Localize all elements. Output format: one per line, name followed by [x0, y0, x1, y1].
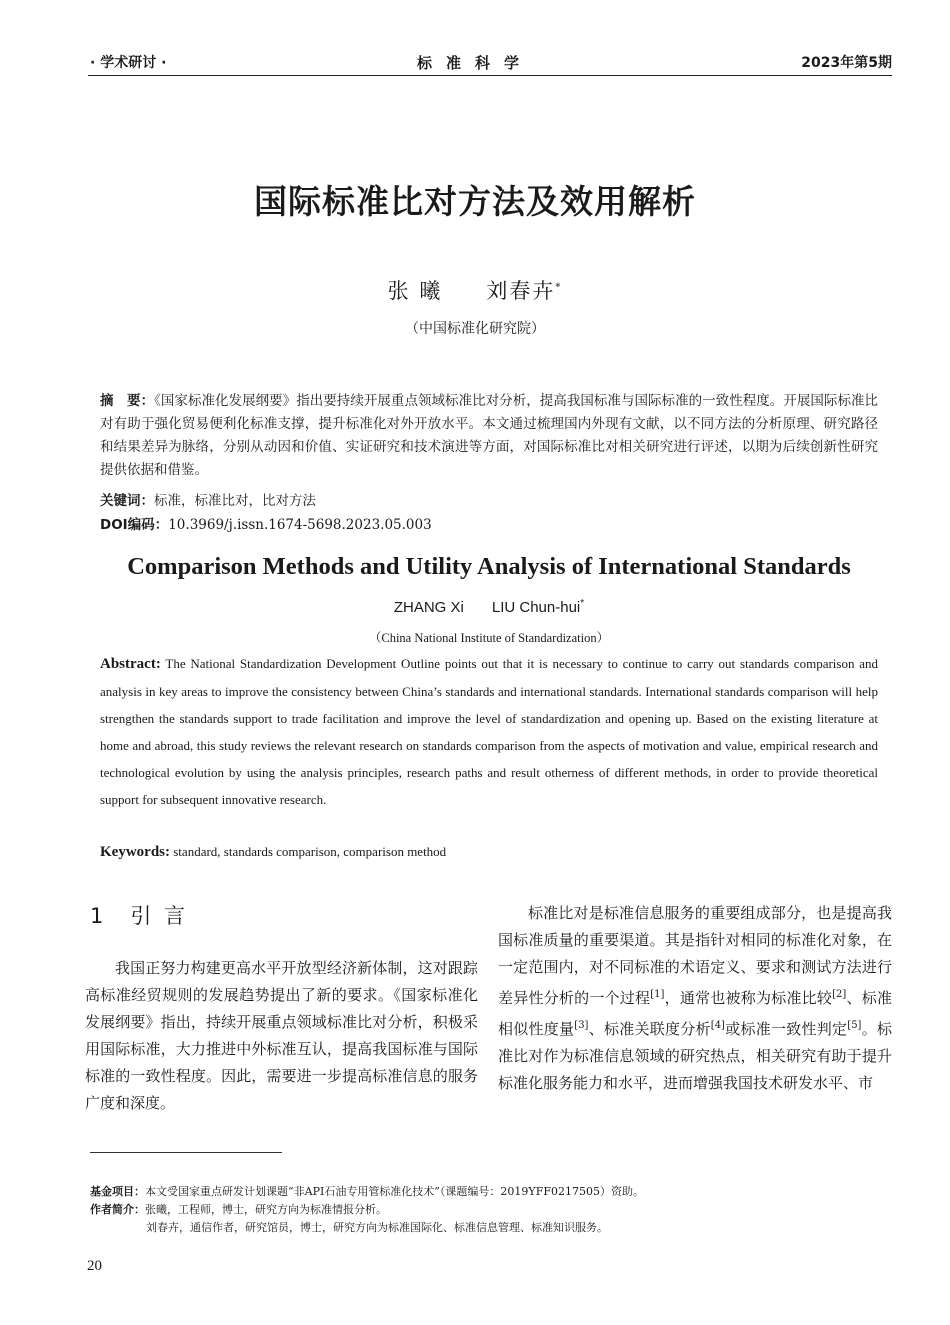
keywords-en [100, 838, 878, 866]
section-heading-intro: 1 引 言 [90, 904, 189, 928]
footnotes [90, 1183, 890, 1237]
author-en-2-name: LIU Chun-hui [491, 599, 581, 616]
doi-label: DOI编码： [100, 517, 169, 533]
header-issue: 2023年第5期 [801, 55, 892, 71]
intro-paragraph-1: 我国正努力构建更高水平开放型经济新体制，这对跟踪高标准经贸规则的发展趋势提出了新的要求。《国家标准化发展纲要》指出，持续开展重点领域标准比对分析，积极采用国际标准，大力推进中外标准互认，提高我国标准与国际标准的一致性程度。因此，需要进一步提高标准信息的服务广度和深度。 [85, 959, 478, 1112]
para-part: 、标准关联度分析 [588, 1020, 711, 1038]
page-number: 20 [87, 1258, 102, 1274]
abstract-zh-text: 《国家标准化发展纲要》指出要持续开展重点领域标准比对分析，提高我国标准与国际标准的一致性程度。开展国际标准比对有助于强化贸易便利化标准支撑，提升标准化对外开放水平。本文通过梳理国内外现有文献，以不同方法的分析原理、研究路径和结果差异为脉络，分别从动因和价值、实证研究和技术演进等方面，对国际标准比对相关研究进行评述，以期为后续创新性研究提供依据和借鉴。 [100, 393, 879, 478]
header-rule [88, 75, 892, 76]
author-en-1: ZHANG Xi [393, 599, 464, 616]
para-part: 、标准相似性度量 [498, 989, 892, 1038]
body-column-left [85, 955, 478, 1117]
corresponding-mark-en: * [580, 598, 585, 609]
keywords-zh-label: 关键词： [100, 493, 154, 509]
citation-ref[interactable]: [1] [650, 989, 665, 1000]
para-part: 或标准一致性判定 [724, 1020, 848, 1038]
author-list [0, 275, 950, 305]
abstract-en [100, 650, 878, 813]
body-column-right [498, 900, 892, 1097]
header-column-name: · 学术研讨 · [90, 55, 167, 71]
keywords-zh-text: 标准，标准比对，比对方法 [154, 493, 316, 509]
para-part: 标准比对是标准信息服务的重要组成部分，也是提高我国标准质量的重要渠道。其是指针对相同的标准化对象，在一定范围内，对不同标准的术语定义、要求和测试方法进行差异性分析的一个过程 [498, 904, 892, 1007]
keywords-zh [100, 490, 878, 513]
citation-ref[interactable]: [4] [710, 1020, 725, 1031]
author-note-label: 作者简介： [90, 1203, 145, 1216]
abstract-zh-label: 摘 要： [100, 393, 155, 409]
abstract-zh [100, 390, 878, 482]
abstract-en-label: Abstract: [100, 656, 161, 672]
author-note-text-1: 张曦，工程师，博士，研究方向为标准情报分析。 [145, 1203, 387, 1216]
citation-ref[interactable]: [2] [832, 989, 847, 1000]
author-1: 张 曦 [387, 279, 443, 303]
citation-ref[interactable]: [3] [574, 1020, 589, 1031]
article-title: 国际标准比对方法及效用解析 [254, 182, 696, 221]
doi [100, 514, 878, 537]
fund-label: 基金项目： [90, 1185, 145, 1198]
author-note-1 [90, 1201, 890, 1219]
author-2-name: 刘春卉 [486, 279, 556, 303]
article-title-en: Comparison Methods and Utility Analysis of International Standards [127, 553, 851, 580]
keywords-en-label: Keywords: [100, 844, 170, 860]
citation-ref[interactable]: [5] [847, 1020, 862, 1031]
fund-note [90, 1183, 890, 1201]
author-note-2: 刘春卉，通信作者，研究馆员，博士，研究方向为标准国际化、标准信息管理、标准知识服务。 [146, 1221, 608, 1234]
intro-paragraph-2 [498, 900, 892, 1097]
corresponding-mark: * [555, 282, 563, 293]
affiliation: （中国标准化研究院） [405, 321, 545, 337]
affiliation-en: （China National Institute of Standardization） [368, 631, 610, 645]
para-part: ，通常也被称为标准比较 [664, 989, 833, 1007]
author-list-en [0, 598, 950, 616]
fund-text: 本文受国家重点研发计划课题“非API石油专用管标准化技术”（课题编号：2019YFF0217505）资助。 [145, 1185, 644, 1198]
abstract-en-text: The National Standardization Development Outline points out that it is necessary to continue to carry out standards comparison and analysis in key areas to improve the consistency between China’s standards and international standards. International standards comparison will help strengthen the standards support to trade facilitation and improve the level of standardization and opening up. Based on the existing literature at home and abroad, this study reviews the relevant research on standards comparison from the aspects of motivation and value, empirical research and technological evolution by using the analysis principles, research paths and result otherness of different methods, in order to provide theoretical support for subsequent innovative research. [100, 656, 879, 807]
author-2 [486, 279, 562, 303]
keywords-en-text: standard, standards comparison, comparison method [173, 844, 447, 859]
footnote-rule [90, 1152, 282, 1153]
author-en-2 [492, 599, 584, 616]
header-journal-name: 标准科学 [416, 54, 533, 72]
doi-text: 10.3969/j.issn.1674-5698.2023.05.003 [168, 517, 432, 533]
para-part: 。标准比对作为标准信息领域的研究热点，相关研究有助于提升标准化服务能力和水平，进而增强我国技术研发水平、市 [498, 1020, 892, 1092]
